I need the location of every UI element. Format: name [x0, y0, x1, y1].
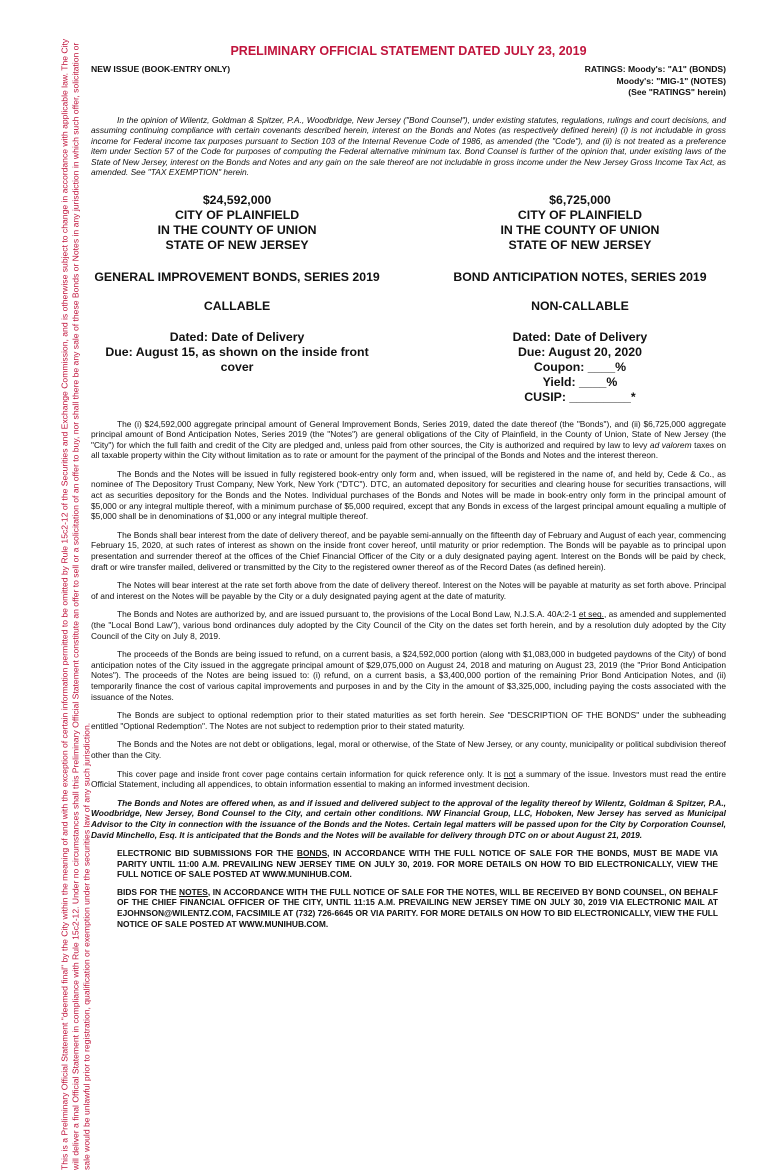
preliminary-disclaimer-sidebar: This is a Preliminary Official Statement "deemed final" by the City within the meaning of and with the exception of certain information permitted to be omitted by Rule 15c2-12 of the Securities and Exchange Commission, and is otherwise subject to change in accordance with applicable law. The City will deliver a final Official Statement in compliance with Rule 15c2-12. Under no circumstances shall this Preliminary Official Statement constitute an offer to sell or a solicitation of an offer to buy, nor shall there be any sale of these Bonds or Notes in any jurisdiction in which such offer, solicitation or sale would be unlawful prior to registration, qualification or exemption under the securities law of any such jurisdiction. [59, 38, 92, 1170]
notes-call-status: NON-CALLABLE [531, 298, 629, 313]
cover-page [91, 44, 726, 936]
rating-reference: (See "RATINGS" herein) [628, 87, 726, 97]
bonds-state: STATE OF NEW JERSEY [165, 237, 309, 252]
notes-state: STATE OF NEW JERSEY [508, 237, 652, 252]
paragraph-obligations: The (i) $24,592,000 aggregate principal amount of General Improvement Bonds, Series 2019, dated the date thereof (the "Bonds"), and (ii) $6,725,000 aggregate principal amount of Bond Anticipation Notes, Series 2019 (the "Notes") are general obligations of the City of Plainfield, in the County of Union, State of New Jersey (the "City") for which the full faith and credit of the City are pledged and, unless paid from other sources, the City is authorized and required by law to levy ad valorem taxes on all taxable property within the City without limitation as to rate or amount for the payment of the principal of the Bonds and Notes and the interest thereon. [91, 418, 726, 461]
paragraph-not-state-debt: The Bonds and the Notes are not debt or obligations, legal, moral or otherwise, of the State of New Jersey, or any county, municipality or political subdivision thereof other than the City. [91, 739, 726, 760]
bonds-amount: $24,592,000 [202, 192, 272, 207]
bonds-dated: Dated: Date of Delivery [169, 329, 305, 344]
rating-notes: Moody's: "MIG-1" (NOTES) [616, 75, 726, 86]
notes-coupon: Coupon: ____% [533, 359, 627, 374]
paragraph-proceeds: The proceeds of the Bonds are being issued to refund, on a current basis, a $24,592,000 portion (along with $1,083,000 in budgeted paydowns of the City) of bond anticipation notes of the City issued in the aggregate principal amount of $29,075,000 on August 24, 2018 and maturing on August 23, 2019 (the "Prior Bond Anticipation Notes"). The proceeds of the Notes are being issued to: (i) refund, on a current basis, a $3,400,000 portion of the remaining Prior Bond Anticipation Notes, and (ii) temporarily finance the cost of various capital improvements and purposes in and by the City in the amount of $3,325,000, including paying the costs associated with the issuance of the Notes. [91, 649, 726, 702]
bonds-call-status: CALLABLE [203, 298, 271, 313]
bonds-issuer: CITY OF PLAINFIELD [174, 207, 300, 222]
notes-cusip: CUSIP: _________* [524, 389, 636, 404]
cover-body [91, 419, 726, 930]
preliminary-title: PRELIMINARY OFFICIAL STATEMENT DATED JULY 23, 2019 [230, 44, 587, 58]
notes-dated: Dated: Date of Delivery [512, 329, 648, 344]
notes-series: BOND ANTICIPATION NOTES, SERIES 2019 [453, 269, 707, 284]
bonds-county: IN THE COUNTY OF UNION [157, 222, 317, 237]
paragraph-quick-reference: This cover page and inside front cover page contains certain information for quick reference only. It is not a summary of the issue. Investors must read the entire Official Statement, including all appendices, to obtain information essential to making an informed investment decision. [91, 768, 726, 790]
paragraph-notes-bid: BIDS FOR THE NOTES, IN ACCORDANCE WITH THE FULL NOTICE OF SALE FOR THE NOTES, WILL BE RECEIVED BY BOND COUNSEL, ON BEHALF OF THE CHIEF FINANCIAL OFFICER OF THE CITY, UNTIL 11:15 A.M. PREVAILING NEW JERSEY TIME ON JULY 30, 2019 VIA ELECTRONIC MAIL AT EJOHNSON@WILENTZ.COM, FACSIMILE AT (732) 726-6645 OR VIA PARITY. FOR MORE DETAILS ON HOW TO BID ELECTRONICALLY, VIEW THE FULL NOTICE OF SALE POSTED AT WWW.MUNIHUB.COM. [117, 886, 719, 929]
bonds-column [91, 193, 383, 405]
paragraph-book-entry: The Bonds and the Notes will be issued in fully registered book-entry only form and, when issued, will be registered in the name of, and held by, Cede & Co., as nominee of The Depository Trust Company, New York, New York ("DTC"). DTC, an automated depository for securities and clearing house for securities transactions, will act as securities depository for the Bonds and the Notes. Individual purchases of the Bonds and Notes will be made in book-entry only form in the principal amount of $5,000 or any integral multiple thereof, with a minimum purchase of $5,000 required, except that any Bonds in excess of the largest principal amount equaling a multiple of $5,000 shall be in denominations of $1,000 or any integral multiple thereof. [91, 468, 726, 522]
issue-type: NEW ISSUE (BOOK-ENTRY ONLY) [91, 64, 231, 74]
notes-issuer: CITY OF PLAINFIELD [517, 207, 643, 222]
header-row [91, 64, 726, 99]
paragraph-authorization: The Bonds and Notes are authorized by, and are issued pursuant to, the provisions of the Local Bond Law, N.J.S.A. 40A:2-1 et seq., as amended and supplemented (the "Local Bond Law"), various bond ordinances duly adopted by the City Council of the City on the dates set forth herein, and by a resolution duly adopted by the City Council of the City on July 8, 2019. [91, 609, 726, 641]
notes-due: Due: August 20, 2020 [517, 344, 642, 359]
notes-amount: $6,725,000 [549, 192, 611, 207]
issue-columns [91, 193, 726, 405]
notes-column [434, 193, 726, 405]
bond-counsel-opinion: In the opinion of Wilentz, Goldman & Spitzer, P.A., Woodbridge, New Jersey ("Bond Counsel"), under existing statutes, regulations, rulings and court decisions, and assuming continuing compliance with certain covenants described herein, interest on the Bonds and Notes (as respectively defined herein) (i) is not includable in gross income for Federal income tax purposes pursuant to Section 103 of the Internal Revenue Code of 1986, as amended (the "Code"), and (ii) is not treated as a preference item under Section 57 of the Code for purposes of computing the Federal alternative minimum tax. Bond Counsel is further of the opinion that, under existing laws of the State of New Jersey, interest on the Bonds and Notes and any gain on the sale thereof are not includable in gross income under the New Jersey Gross Income Tax Act, as amended. See "TAX EXEMPTION" herein. [91, 114, 726, 177]
notes-county: IN THE COUNTY OF UNION [500, 222, 660, 237]
paragraph-redemption: The Bonds are subject to optional redemption prior to their stated maturities as set forth herein. See "DESCRIPTION OF THE BONDS" under the subheading entitled "Optional Redemption". The Notes are not subject to redemption prior to their stated maturity. [91, 710, 726, 731]
rating-bonds: RATINGS: Moody's: "A1" (BONDS) [584, 64, 726, 74]
paragraph-offering-terms: The Bonds and Notes are offered when, as and if issued and delivered subject to the approval of the legality thereof by Wilentz, Goldman & Spitzer, P.A., Woodbridge, New Jersey, Bond Counsel to the City, and certain other conditions. NW Financial Group, LLC, Hoboken, New Jersey has served as Municipal Advisor to the City in connection with the issuance of the Bonds and the Notes. Certain legal matters will be passed upon for the City by Corporation Counsel, David Minchello, Esq. It is anticipated that the Bonds and the Notes will be available for delivery through DTC on or about August 21, 2019. [91, 797, 726, 840]
paragraph-bonds-bid: ELECTRONIC BID SUBMISSIONS FOR THE BONDS, IN ACCORDANCE WITH THE FULL NOTICE OF SALE FOR THE BONDS, MUST BE MADE VIA PARITY UNTIL 11:00 A.M. PREVAILING NEW JERSEY TIME ON JULY 30, 2019. FOR MORE DETAILS ON HOW TO BID ELECTRONICALLY, VIEW THE FULL NOTICE OF SALE POSTED AT WWW.MUNIHUB.COM. [117, 848, 718, 880]
paragraph-bond-interest: The Bonds shall bear interest from the date of delivery thereof, and be payable semi-annually on the fifteenth day of February and August of each year, commencing February 15, 2020, at such rates of interest as shown on the inside front cover hereof, until maturity or prior redemption. The Bonds will be payable as to principal upon presentation and surrender thereof at the offices of the Chief Financial Officer of the City or a duly designated paying agent. Interest on the Bonds will be paid by check, draft or wire transfer mailed, delivered or transmitted by the City to the registered owner thereof as of the Record Dates (as defined herein). [91, 529, 726, 572]
notes-yield: Yield: ____% [542, 374, 618, 389]
ratings-block [585, 64, 726, 99]
bonds-series: GENERAL IMPROVEMENT BONDS, SERIES 2019 [94, 269, 380, 284]
paragraph-note-interest: The Notes will bear interest at the rate set forth above from the date of delivery thereof. Interest on the Notes will be payable at maturity as set forth above. Principal of and interest on the Notes will be payable by the City or a duly designated paying agent at the date of maturity. [91, 580, 726, 601]
bonds-due: Due: August 15, as shown on the inside front cover [105, 344, 369, 374]
